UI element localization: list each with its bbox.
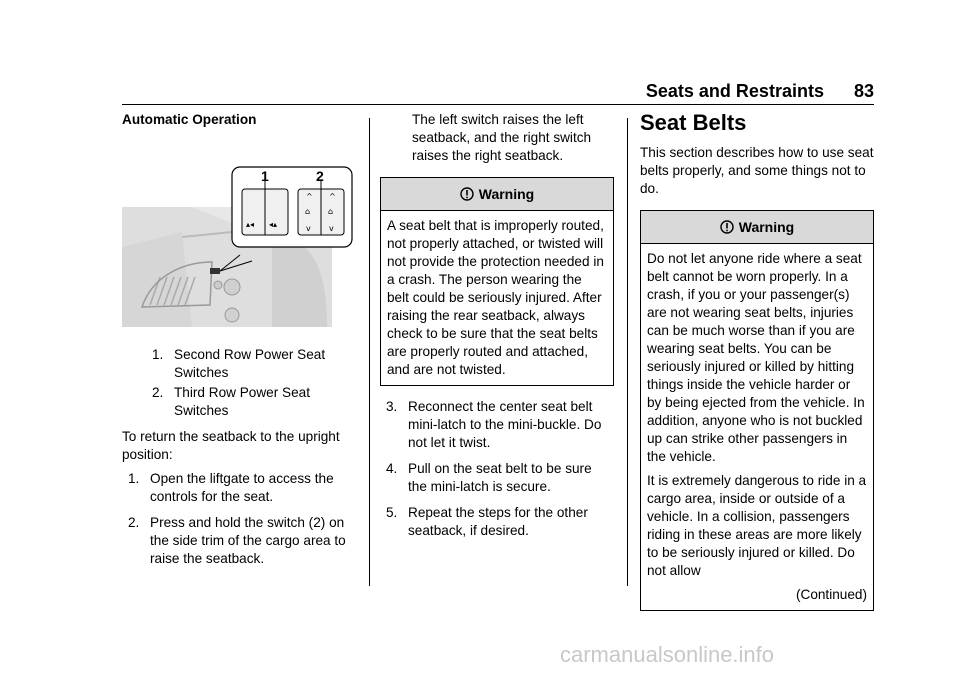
watermark: carmanualsonline.info: [560, 642, 775, 667]
page-header: [646, 81, 874, 102]
step-item: 3. Reconnect the center seat belt mini-latch to the mini-buckle. Do not let it twist.: [386, 399, 602, 450]
warning-header: [381, 178, 613, 211]
svg-text:^: ^: [306, 192, 313, 201]
warning-header: [641, 211, 873, 244]
automatic-operation-heading: Automatic Operation: [122, 112, 257, 127]
warning-box-2: [640, 210, 874, 611]
step-item: 1. Open the liftgate to access the controls for the seat.: [128, 471, 334, 504]
warning-icon: [720, 220, 734, 234]
page-number: 83: [853, 81, 874, 101]
warning-icon: [460, 187, 474, 201]
switch-continuation-text: The left switch raises the left seatback, and the right switch raises the right seatback.: [412, 112, 592, 163]
svg-text:v: v: [306, 224, 311, 233]
seat-switch-illustration: [122, 137, 354, 327]
seat-belts-heading: Seat Belts: [640, 110, 747, 135]
svg-text:v: v: [329, 224, 334, 233]
steps-list-2: [380, 398, 614, 540]
section-title: Seats and Restraints: [645, 81, 824, 101]
step-item: 4. Pull on the seat belt to be sure the mini-latch is secure.: [386, 461, 592, 494]
seat-switch-figure: [122, 137, 357, 332]
column-3: [640, 110, 874, 623]
upright-intro: To return the seatback to the upright position:: [122, 429, 340, 462]
figure-label-1: 1: [261, 168, 269, 184]
svg-text:⌂: ⌂: [328, 207, 334, 216]
warning-title: Warning: [738, 219, 795, 235]
column-1: [122, 111, 357, 576]
warning-body: Do not let anyone ride where a seat belt cannot be worn properly. In a crash, if you or your passenger(s) are not wearing seat belts, injuries can be much worse than if you are wearing seat belts. You can be seriously injured or killed by hitting things inside the vehicle harder or by being ejected from the vehicle. In addition, anyone who is not buckled up can strike other passengers in the vehicle. It is extremely dangerous to ride in a cargo area, inside or outside of a vehicle. In a collision, passengers riding in these areas are more likely to be seriously injured or killed. Do not allow (Continued): [647, 251, 867, 602]
svg-text:▴◂: ▴◂: [246, 220, 255, 229]
warning-body: A seat belt that is improperly routed, not properly attached, or twisted will not provide the protection needed in a crash. The person wearing the belt could be seriously injured. After raising the rear seatback, always check to be sure that the seat belts are properly routed and attached, and are not twisted.: [387, 218, 604, 377]
figure-label-2: 2: [316, 168, 324, 184]
legend-item: 1. Second Row Power Seat Switches: [152, 347, 326, 380]
figure-legend: [122, 346, 357, 420]
step-item: 2. Press and hold the switch (2) on the side trim of the cargo area to raise the seatback.: [128, 515, 346, 566]
continued-label: (Continued): [795, 587, 867, 602]
svg-text:⌂: ⌂: [305, 207, 311, 216]
warning-title: Warning: [478, 186, 535, 202]
seat-belts-intro: This section describes how to use seat belts properly, and some things not to do.: [640, 145, 874, 196]
steps-list-1: [122, 470, 357, 568]
column-2: [380, 111, 614, 548]
legend-item: 2. Third Row Power Seat Switches: [152, 385, 310, 418]
column-divider-1: [369, 118, 370, 586]
svg-text:^: ^: [329, 192, 336, 201]
step-item: 5. Repeat the steps for the other seatback, if desired.: [386, 505, 588, 538]
column-divider-2: [627, 118, 628, 586]
svg-text:◂▴: ◂▴: [269, 220, 278, 229]
warning-box-1: [380, 177, 614, 386]
header-rule: [122, 104, 874, 105]
